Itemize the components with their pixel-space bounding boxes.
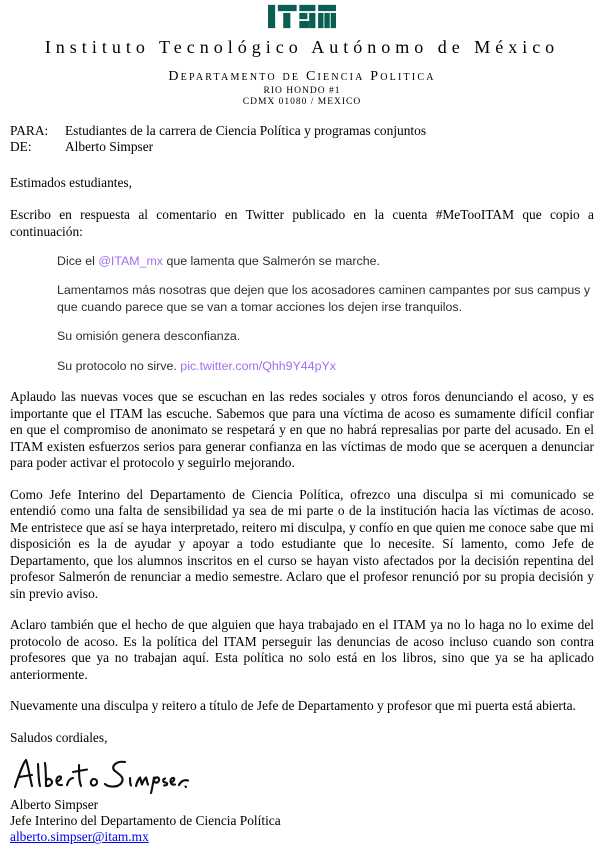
closing-line: Saludos cordiales, [10, 729, 108, 745]
memo-header [10, 123, 594, 156]
email-link[interactable]: alberto.simpser@itam.mx [10, 829, 149, 845]
signer-title: Jefe Interino del Departamento de Ciencia Política [10, 813, 281, 829]
memo-from-label: DE: [10, 139, 32, 155]
twitter-pic-link[interactable]: pic.twitter.com/Qhh9Y44pYx [180, 358, 336, 373]
body-paragraph-1: Aplaudo las nuevas voces que se escuchan en las redes sociales y otros foros denunciando el acoso, y es importante que el ITAM las escuche. Sabemos que para una víctima de acoso es sumamente difícil confiar en que el compromiso de anonimato se respetará y en que no habrá represalias por parte del acusado. En el ITAM existen esfuerzos serios para generar confianza en las víctimas de modo que se acerquen a denunciar para poder activar el protocolo y seguirlo mejorando. [10, 389, 594, 471]
memo-to-label: PARA: [10, 123, 49, 138]
memo-from-row [10, 139, 594, 155]
address-line-2: CDMX 01080 / MEXICO [242, 97, 362, 107]
department-name: Departamento de Ciencia Politica [168, 69, 436, 84]
memo-to-row [10, 123, 594, 139]
body-paragraph-4: Nuevamente una disculpa y reitero a título de Jefe de Departamento y profesor que mi puerta está abierta. [10, 698, 576, 714]
signer-name: Alberto Simpser [10, 796, 99, 812]
signature-block [10, 797, 594, 846]
tweet-line-1-prefix: Dice el [57, 254, 99, 269]
memo-from-value: Alberto Simpser [65, 139, 154, 155]
memo-to-value: Estudiantes de la carrera de Ciencia Política y programas conjuntos [65, 123, 427, 138]
salutation: Estimados estudiantes, [10, 174, 132, 190]
tweet-paragraph-3: Su omisión genera desconfianza. [57, 329, 241, 344]
tweet-paragraph-2: Lamentamos más nosotras que dejen que los acosadores caminen campantes por sus campus y que cuando parece que se van a tomar acciones los dejen irse tranquilos. [57, 283, 591, 314]
tweet-line-4 [57, 358, 594, 374]
itam-logo-icon [268, 3, 336, 30]
twitter-mention-link[interactable]: @ITAM_mx [98, 254, 163, 269]
body-paragraph-2: Como Jefe Interino del Departamento de Ciencia Política, ofrezco una disculpa si mi comunicado se entendió como una falta de sensibilidad ya sea de mi parte o de la institución hacia las víctimas de acoso. Me entristece que así se haya interpretado, reitero mi disculpa, y confío en que quien me conoce sabe que mi disposición es la de ayudar y apoyar a todo estudiante que lo necesite. Sí lamento, como Jefe de Departamento, que los alumnos inscritos en el curso se hayan visto afectados por la decisión repentina del profesor Salmerón de renunciar a medio semestre. Aclaro que el profesor renunció por su propia decisión y sin previo aviso. [10, 486, 594, 601]
tweet-quote-block [57, 253, 594, 374]
intro-paragraph: Escribo en respuesta al comentario en Twitter publicado en la cuenta #MeTooITAM que copio a continuación: [10, 207, 594, 239]
tweet-line-4-prefix: Su protocolo no sirve. [57, 358, 181, 373]
signature-icon [12, 756, 190, 794]
itam-logo [10, 3, 594, 30]
body-paragraph-3: Aclaro también que el hecho de que alguien que haya trabajado en el ITAM ya no lo haga no lo exime del protocolo de acoso. Es la política del ITAM perseguir las denuncias de acoso incluso cuando son contra profesores que ya no trabajan aquí. Esta política no solo está en los libros, sino que ya se ha aplicado anteriormente. [10, 617, 594, 682]
address-line-1: RIO HONDO #1 [263, 86, 341, 96]
tweet-line-1 [57, 253, 594, 269]
institution-name: Instituto Tecnológico Autónomo de México [44, 37, 560, 57]
letterhead [10, 3, 594, 107]
tweet-line-1-suffix: que lamenta que Salmerón se marche. [163, 254, 380, 269]
handwritten-signature [12, 756, 594, 794]
